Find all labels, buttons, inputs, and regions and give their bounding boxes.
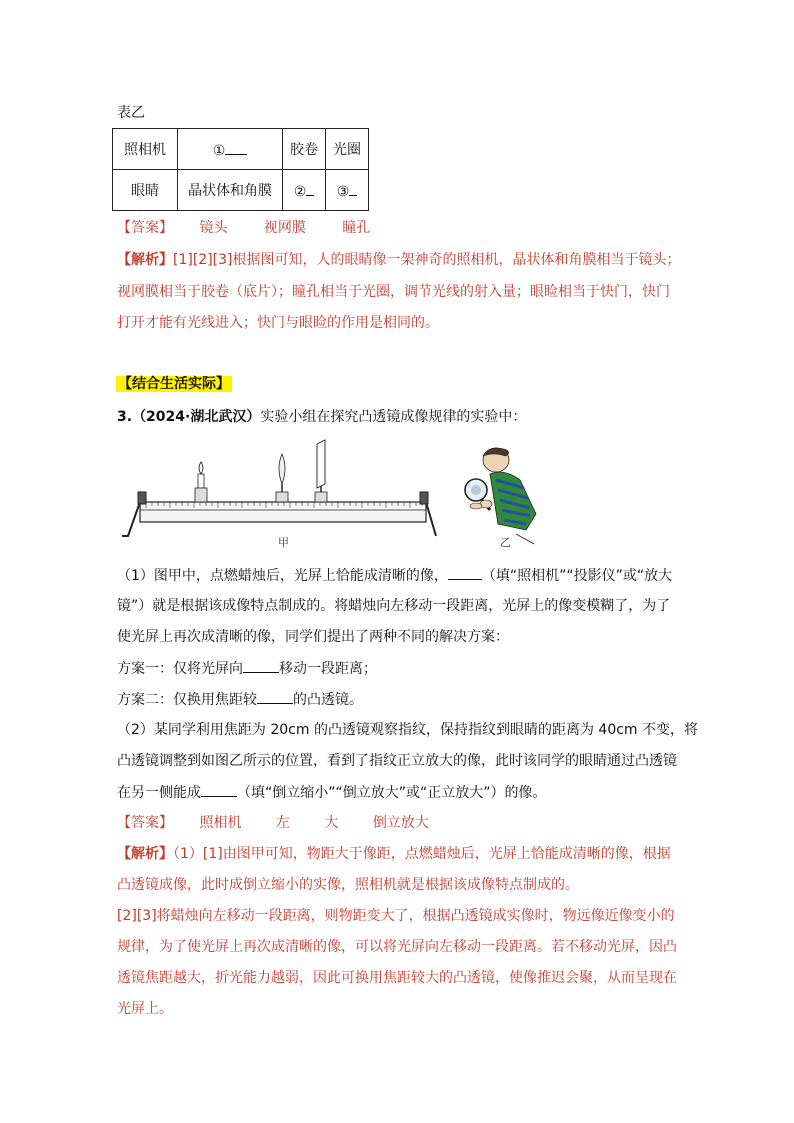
analysis-2-line-1: 【解析】（1）[1]由图甲可知，物距大于像距，点燃蜡烛后，光屏上恰能成清晰的像，根据 bbox=[117, 846, 671, 862]
answer-1 bbox=[117, 218, 370, 238]
analysis-2-line-5: 透镜焦距越大，折光能力越弱，因此可换用焦距较大的凸透镜，使像推迟会聚，从而呈现在 bbox=[117, 970, 677, 986]
convex-lens bbox=[276, 454, 288, 502]
table-cell: 晶状体和角膜 bbox=[178, 170, 283, 211]
answer-label: 【答案】 bbox=[117, 815, 173, 831]
table-caption: 表乙 bbox=[117, 105, 145, 121]
table-cell-blank-3: ③ bbox=[326, 170, 369, 211]
candle bbox=[195, 462, 207, 502]
analysis-2-line-2: 凸透镜成像，此时成倒立缩小的实像，照相机就是根据该成像特点制成的。 bbox=[117, 877, 579, 893]
analysis-2-line-3: [2][3]将蜡烛向左移动一段距离，则物距变大了，根据凸透镜成实像时，物远像近像变小的 bbox=[117, 908, 675, 924]
q3-part2-line-2: 凸透镜调整到如图乙所示的位置，看到了指纹正立放大的像，此时该同学的眼睛通过凸透镜 bbox=[117, 753, 677, 769]
table-row bbox=[113, 170, 369, 211]
q3-part1-line-2: 镜”）就是根据该成像特点制成的。将蜡烛向左移动一段距离，光屏上的像变模糊了，为了 bbox=[117, 598, 671, 614]
figure-label-jia: 甲 bbox=[278, 536, 289, 549]
analysis-2-line-6: 光屏上。 bbox=[117, 1001, 173, 1017]
analysis-1-line-2: 视网膜相当于胶卷（底片）；瞳孔相当于光圈，调节光线的射入量；眼睑相当于快门，快门 bbox=[117, 284, 670, 300]
analysis-1-line-1: 【解析】[1][2][3]根据图可知，人的眼睛像一架神奇的照相机，晶状体和角膜相当于镜头； bbox=[117, 252, 681, 268]
table-cell: 眼睛 bbox=[113, 170, 178, 211]
answer-value: 视网膜 bbox=[263, 220, 306, 236]
analysis-2-line-4: 规律，为了使光屏上再次成清晰的像，可以将光屏向左移动一段距离。若不移动光屏，因凸 bbox=[117, 939, 677, 955]
analysis-1-line-3: 打开才能有光线进入；快门与眼睑的作用是相同的。 bbox=[117, 315, 439, 331]
answer-value: 倒立放大 bbox=[372, 815, 429, 831]
figure-label-yi: 乙 bbox=[500, 536, 511, 549]
answer-value: 瞳孔 bbox=[342, 220, 371, 236]
bench-rail bbox=[140, 502, 426, 522]
q3-part1-line-1: （1）图甲中，点燃蜡烛后，光屏上恰能成清晰的像， （填“照相机”“投影仪”或“放大 bbox=[117, 565, 672, 586]
camera-eye-table bbox=[112, 128, 369, 211]
table-cell: 照相机 bbox=[113, 129, 178, 170]
bench-leg-left bbox=[122, 502, 140, 536]
answer-value: 大 bbox=[324, 815, 339, 831]
bench-leg-right bbox=[426, 502, 436, 536]
light-screen bbox=[315, 440, 327, 502]
answer-value: 照相机 bbox=[199, 815, 242, 831]
table-cell: 光圈 bbox=[326, 129, 369, 170]
question-3-stem: 3.（2024·湖北武汉）实验小组在探究凸透镜成像规律的实验中： bbox=[117, 409, 527, 425]
table-cell-blank-1: ① bbox=[178, 129, 283, 170]
magnifier-person-figure bbox=[460, 444, 546, 548]
q3-part2-line-3: 在另一侧能成 （填“倒立缩小”“倒立放大”或“正立放大”）的像。 bbox=[117, 782, 547, 803]
table-cell-blank-2: ② bbox=[283, 170, 326, 211]
answer-value: 镜头 bbox=[199, 220, 228, 236]
answer-label: 【答案】 bbox=[117, 220, 173, 236]
answer-2 bbox=[117, 813, 429, 833]
q3-part1-line-3: 使光屏上再次成清晰的像，同学们提出了两种不同的解决方案： bbox=[117, 629, 509, 645]
q3-part2-line-1: （2）某同学利用焦距为 20cm 的凸透镜观察指纹，保持指纹到眼睛的距离为 40cm 不变，将 bbox=[117, 722, 699, 738]
table-cell: 胶卷 bbox=[283, 129, 326, 170]
q3-plan-1: 方案一：仅将光屏向 移动一段距离； bbox=[117, 658, 377, 679]
answer-value: 左 bbox=[275, 815, 290, 831]
section-tag: 【结合生活实际】 bbox=[118, 376, 230, 392]
q3-plan-2: 方案二：仅换用焦距较 的凸透镜。 bbox=[117, 689, 363, 710]
optical-bench-figure bbox=[118, 436, 438, 548]
table-row bbox=[113, 129, 369, 170]
